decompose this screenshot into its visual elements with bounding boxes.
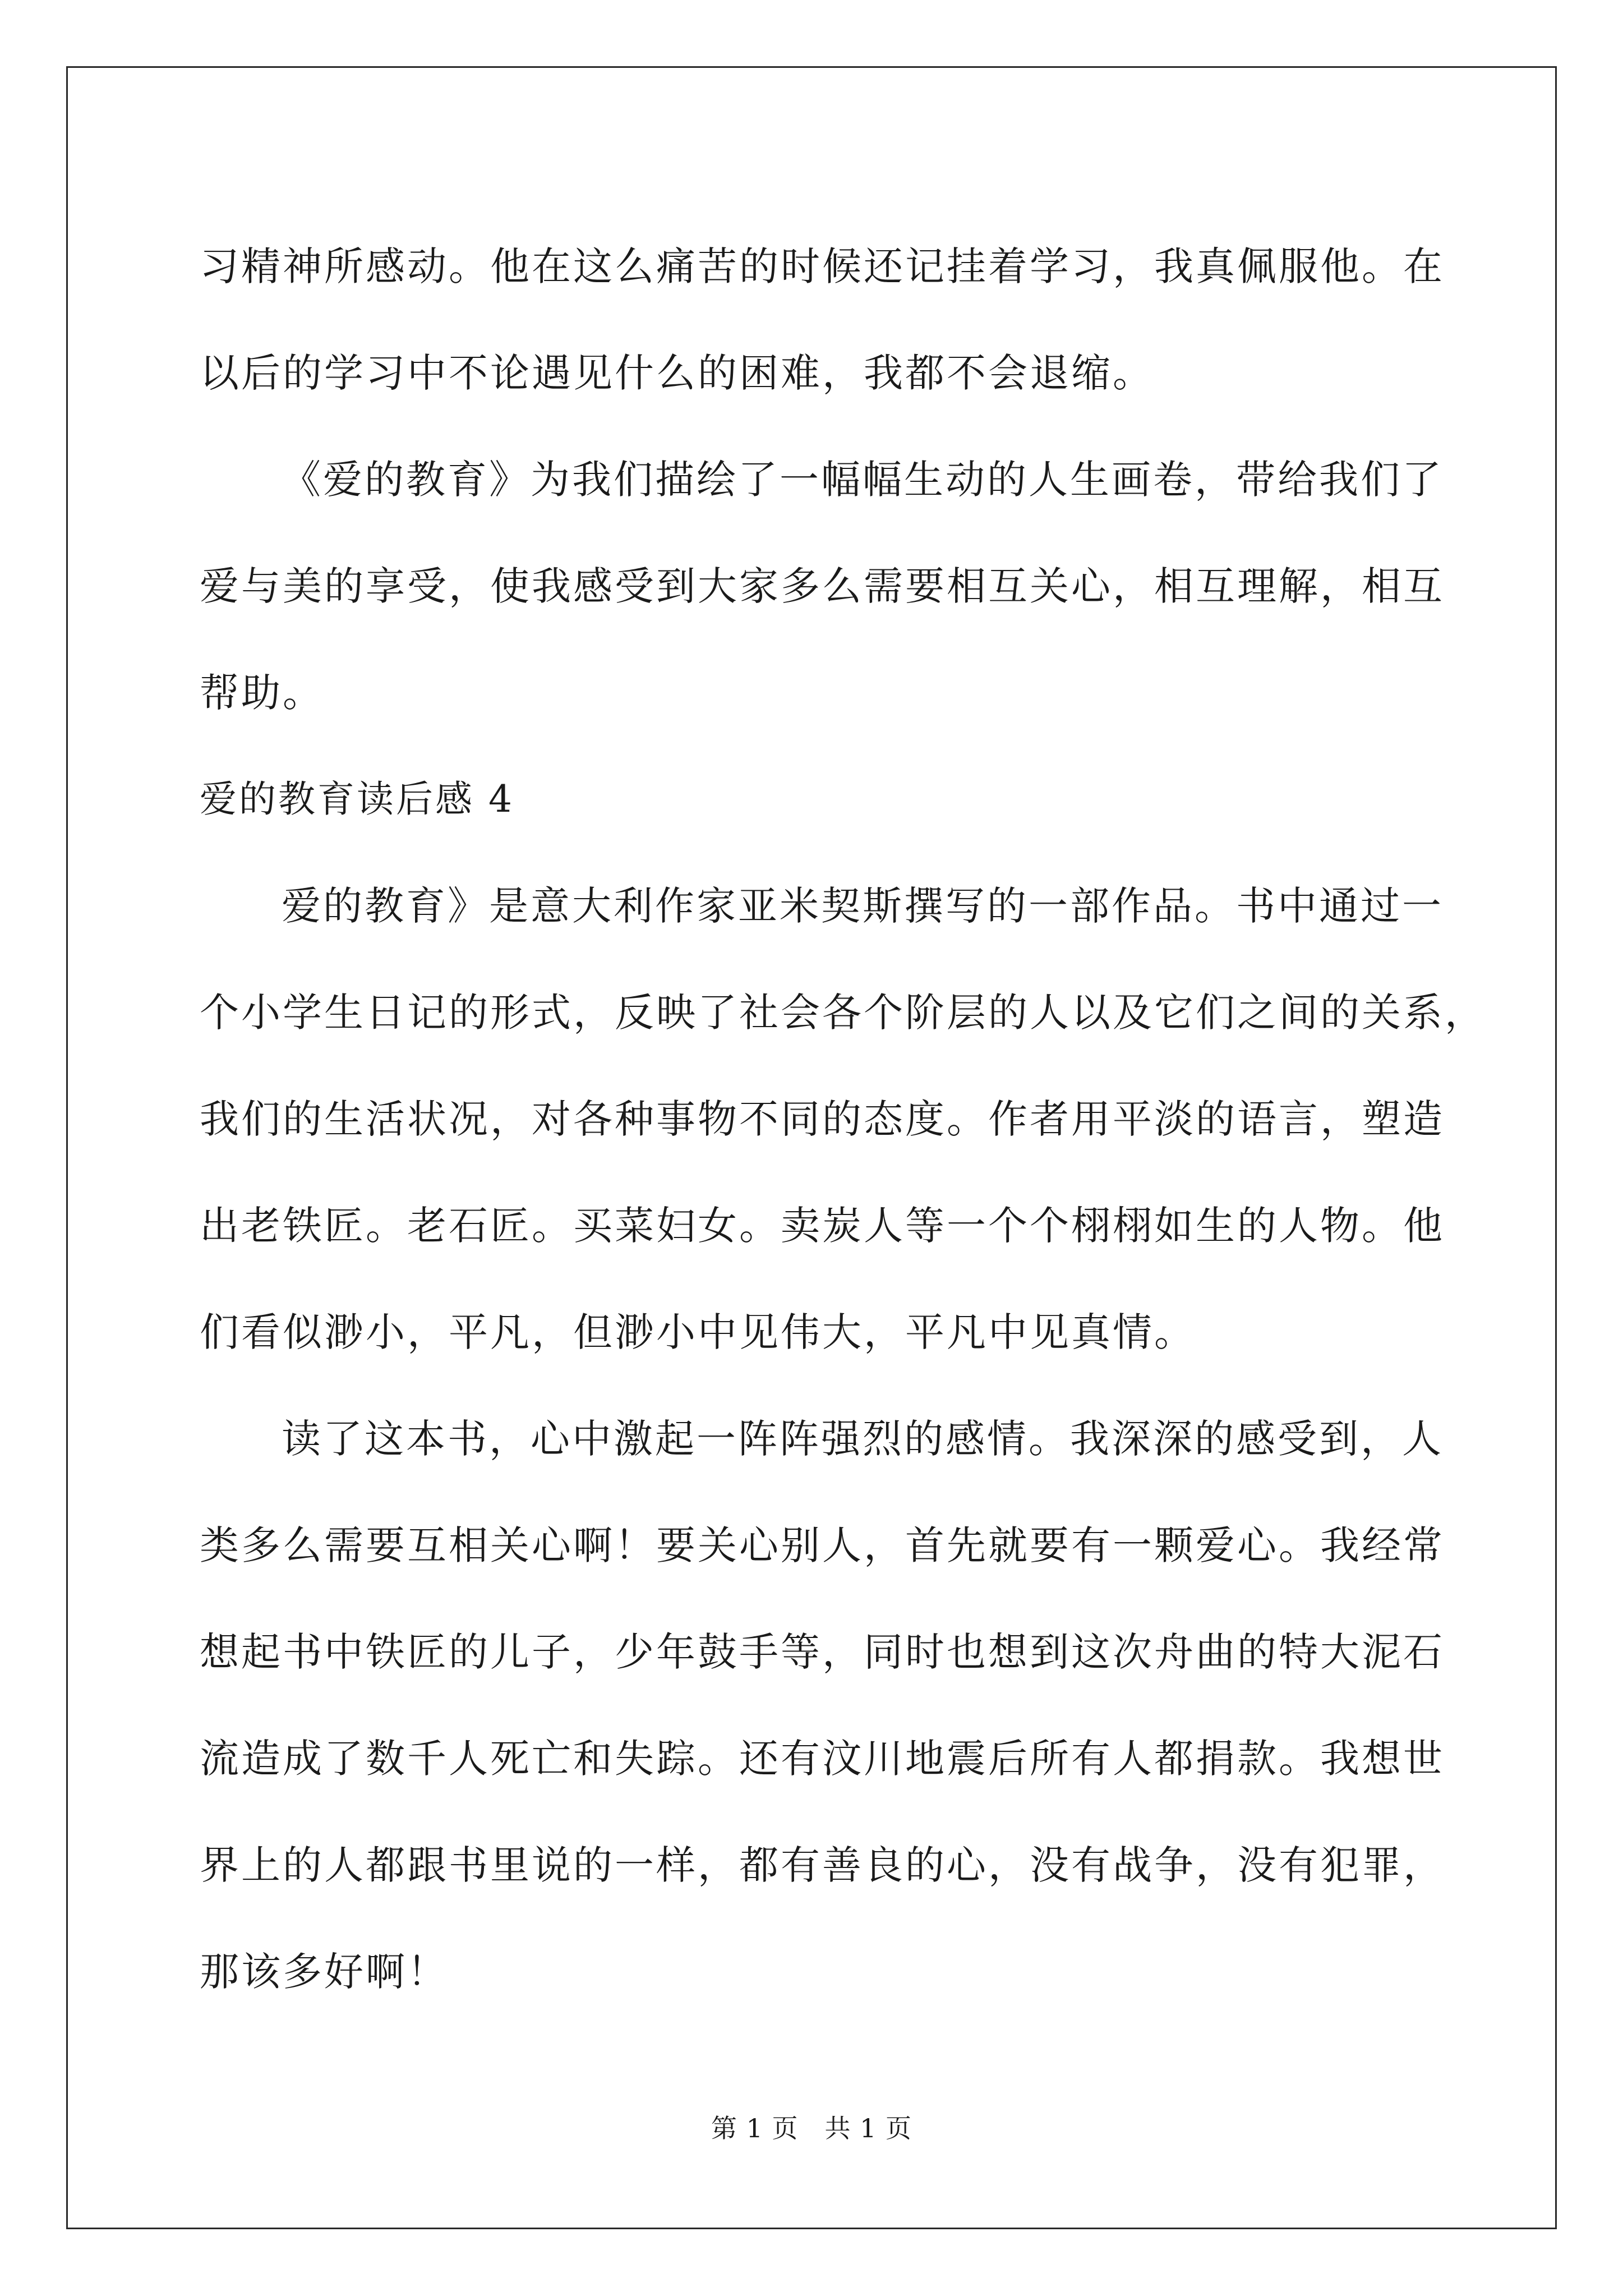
paragraph — [200, 1386, 1456, 2025]
text-line: 想起书中铁匠的儿子，少年鼓手等，同时也想到这次舟曲的特大泥石 — [200, 1629, 1445, 1675]
page-number-footer: 第 1 页 共 1 页 — [711, 2113, 912, 2143]
text-line: 读了这本书，心中激起一阵阵强烈的感情。我深深的感受到，人 — [282, 1416, 1444, 1462]
text-line: 们看似渺小，平凡，但渺小中见伟大，平凡中见真情。 — [200, 1309, 1196, 1355]
text-line: 《爱的教育》为我们描绘了一幅幅生动的人生画卷，带给我们了 — [282, 457, 1444, 503]
text-line: 类多么需要互相关心啊！要关心别人，首先就要有一颗爱心。我经常 — [200, 1522, 1445, 1568]
paragraph — [200, 853, 1486, 1386]
text-line: 流造成了数千人死亡和失踪。还有汶川地震后所有人都捐款。我想世 — [200, 1736, 1445, 1782]
paragraph — [200, 426, 1456, 746]
text-line: 个小学生日记的形式，反映了社会各个阶层的人以及它们之间的关系， — [200, 990, 1486, 1036]
text-line: 帮助。 — [200, 670, 324, 716]
text-line: 以后的学习中不论遇见什么的困难，我都不会退缩。 — [200, 350, 1154, 396]
text-line: 爱的教育》是意大利作家亚米契斯撰写的一部作品。书中通过一 — [282, 883, 1444, 929]
section-heading: 爱的教育读后感 4 — [200, 777, 514, 821]
text-line: 爱与美的享受，使我感受到大家多么需要相互关心，相互理解，相互 — [200, 563, 1445, 609]
text-line: 界上的人都跟书里说的一样，都有善良的心，没有战争，没有犯罪， — [200, 1842, 1445, 1888]
text-line: 我们的生活状况，对各种事物不同的态度。作者用平淡的语言，塑造 — [200, 1096, 1445, 1142]
document-body — [200, 213, 1486, 2025]
text-line: 出老铁匠。老石匠。买菜妇女。卖炭人等一个个栩栩如生的人物。他 — [200, 1203, 1445, 1249]
paragraph — [200, 213, 1456, 426]
text-line: 习精神所感动。他在这么痛苦的时候还记挂着学习，我真佩服他。在 — [200, 243, 1445, 289]
text-line: 那该多好啊！ — [200, 1949, 449, 1995]
